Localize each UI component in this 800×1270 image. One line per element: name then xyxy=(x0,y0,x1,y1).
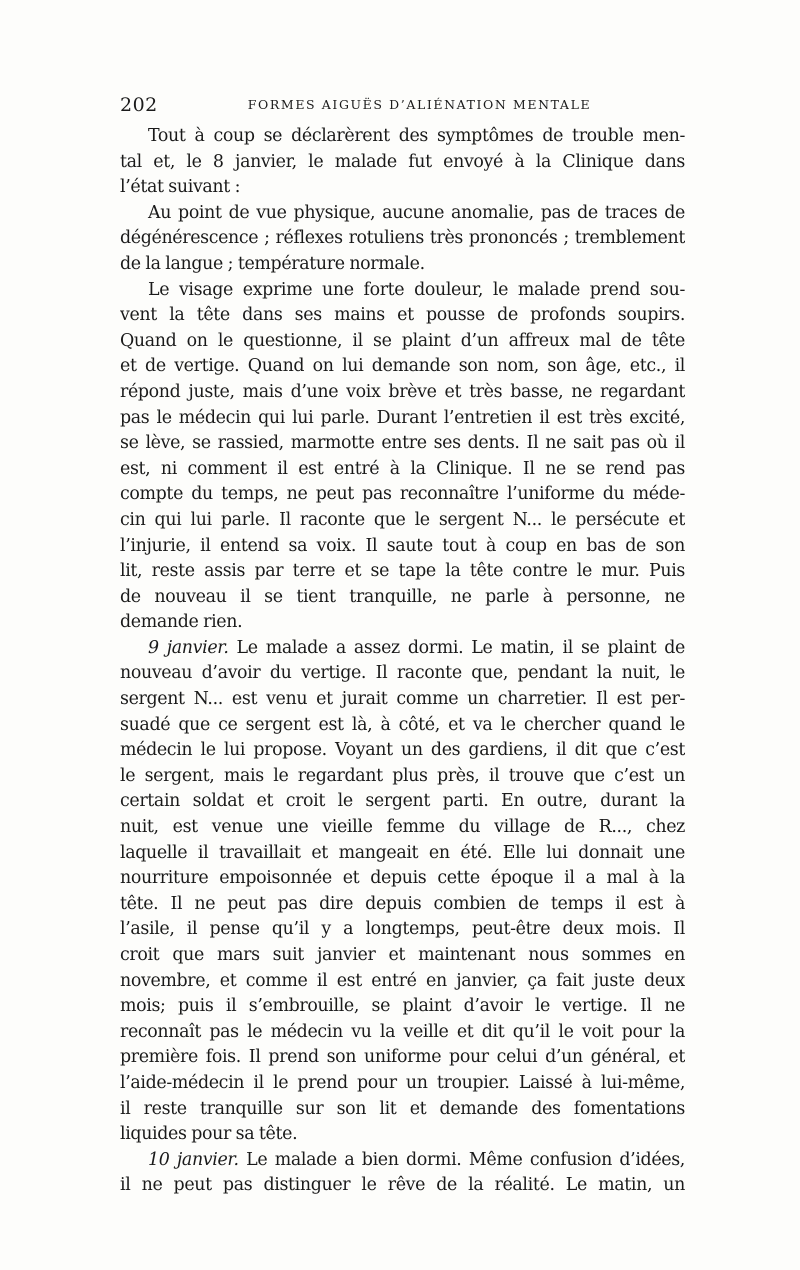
text-line xyxy=(120,713,685,739)
line-text: de nouveau il se tient tranquille, ne parle à personne, ne xyxy=(120,586,685,607)
line-text: Quand on le questionne, il se plaint d’un affreux mal de tête xyxy=(120,330,685,351)
text-line xyxy=(120,764,685,790)
line-text: cin qui lui parle. Il raconte que le sergent N... le persécute et xyxy=(120,509,685,530)
line-text: Le malade a assez dormi. Le matin, il se plaint de xyxy=(228,637,685,658)
text-line xyxy=(120,482,685,508)
text-line xyxy=(120,226,685,252)
text-line xyxy=(120,431,685,457)
line-text: se lève, se rassied, marmotte entre ses dents. Il ne sait pas où il xyxy=(120,433,685,454)
line-text: lit, reste assis par terre et se tape la tête contre le mur. Puis xyxy=(120,561,685,582)
line-text: Le malade a bien dormi. Même confusion d’idées, xyxy=(238,1149,685,1170)
line-text: l’aide-médecin il le prend pour un troupier. Laissé à lui-même, xyxy=(120,1072,685,1093)
line-text: médecin le lui propose. Voyant un des gardiens, il dit que c’est xyxy=(120,740,685,761)
text-line xyxy=(120,1020,685,1046)
line-text: nourriture empoisonnée et depuis cette époque il a mal à la xyxy=(120,868,685,889)
line-text: tal et, le 8 janvier, le malade fut envoyé à la Clinique dans xyxy=(120,151,685,172)
line-text: suadé que ce sergent est là, à côté, et va le chercher quand le xyxy=(120,714,685,735)
text-line xyxy=(120,150,685,176)
text-line xyxy=(120,866,685,892)
text-line xyxy=(120,969,685,995)
text-line xyxy=(120,661,685,687)
line-text: il reste tranquille sur son lit et demande des fomentations xyxy=(120,1098,685,1119)
text-line xyxy=(120,1071,685,1097)
text-line xyxy=(120,892,685,918)
text-line xyxy=(120,201,685,227)
text-line xyxy=(120,738,685,764)
page-number: 202 xyxy=(120,94,158,116)
text-line xyxy=(120,457,685,483)
text-line xyxy=(120,354,685,380)
body-text xyxy=(120,124,685,1199)
line-text: répond juste, mais d’une voix brève et très basse, ne regardant xyxy=(120,381,685,402)
line-text: et de vertige. Quand on lui demande son nom, son âge, etc., il xyxy=(120,356,685,377)
text-line xyxy=(120,610,685,636)
text-line xyxy=(120,585,685,611)
line-text: certain soldat et croit le sergent parti. En outre, durant la xyxy=(120,791,685,812)
line-text: vent la tête dans ses mains et pousse de profonds soupirs. xyxy=(120,305,685,326)
text-line xyxy=(120,943,685,969)
entry-date: 9 janvier. xyxy=(148,637,229,658)
text-line xyxy=(120,278,685,304)
text-line xyxy=(120,508,685,534)
line-text: laquelle il travaillait et mangeait en été. Elle lui donnait une xyxy=(120,842,685,863)
line-text: première fois. Il prend son uniforme pour celui d’un général, et xyxy=(120,1047,685,1068)
text-line xyxy=(120,636,685,662)
text-line xyxy=(120,1097,685,1123)
entry-date: 10 janvier. xyxy=(148,1149,239,1170)
line-text: reconnaît pas le médecin vu la veille et dit qu’il le voit pour la xyxy=(120,1021,685,1042)
page-header xyxy=(120,94,685,118)
line-text: l’état suivant : xyxy=(120,177,241,198)
line-text: compte du temps, ne peut pas reconnaître l’uniforme du méde- xyxy=(120,484,685,505)
line-text: liquides pour sa tête. xyxy=(120,1124,298,1145)
text-line xyxy=(120,994,685,1020)
line-text: mois; puis il s’embrouille, se plaint d’avoir le vertige. Il ne xyxy=(120,996,685,1017)
line-text: novembre, et comme il est entré en janvier, ça fait juste deux xyxy=(120,970,685,991)
line-text: est, ni comment il est entré à la Clinique. Il ne se rend pas xyxy=(120,458,685,479)
line-text: croit que mars suit janvier et maintenant nous sommes en xyxy=(120,945,685,965)
line-text: l’injurie, il entend sa voix. Il saute tout à coup en bas de son xyxy=(120,535,685,556)
text-line xyxy=(120,406,685,432)
text-line xyxy=(120,175,685,201)
line-text: pas le médecin qui lui parle. Durant l’entretien il est très excité, xyxy=(120,407,685,428)
text-line xyxy=(120,789,685,815)
text-line xyxy=(120,252,685,278)
text-line xyxy=(120,124,685,150)
line-text: tête. Il ne peut pas dire depuis combien de temps il est à xyxy=(120,893,685,914)
text-line xyxy=(120,534,685,560)
text-line xyxy=(120,917,685,943)
text-line xyxy=(120,1173,685,1199)
text-line xyxy=(120,1045,685,1071)
text-line xyxy=(120,380,685,406)
text-line xyxy=(120,559,685,585)
line-text: dégénérescence ; réflexes rotuliens très prononcés ; tremblement xyxy=(120,228,685,249)
line-text: Tout à coup se déclarèrent des symptômes de trouble men- xyxy=(148,126,685,146)
text-line xyxy=(120,303,685,329)
line-text: nuit, est venue une vieille femme du village de R..., chez xyxy=(120,817,685,838)
line-text: sergent N... est venu et jurait comme un charretier. Il est per- xyxy=(120,689,685,710)
line-text: nouveau d’avoir du vertige. Il raconte que, pendant la nuit, le xyxy=(120,663,685,684)
running-title: FORMES AIGUËS D’ALIÉNATION MENTALE xyxy=(247,97,592,112)
text-line xyxy=(120,1148,685,1174)
line-text: Au point de vue physique, aucune anomalie, pas de traces de xyxy=(148,202,685,223)
line-text: de la langue ; température normale. xyxy=(120,253,425,274)
line-text: Le visage exprime une forte douleur, le malade prend sou- xyxy=(148,279,685,300)
line-text: il ne peut pas distinguer le rêve de la réalité. Le matin, un xyxy=(120,1175,685,1196)
line-text: demande rien. xyxy=(120,612,243,633)
text-line xyxy=(120,329,685,355)
text-line xyxy=(120,1122,685,1148)
text-line xyxy=(120,815,685,841)
text-line xyxy=(120,841,685,867)
line-text: l’asile, il pense qu’il y a longtemps, peut-être deux mois. Il xyxy=(120,919,685,940)
line-text: le sergent, mais le regardant plus près, il trouve que c’est un xyxy=(120,765,685,786)
text-line xyxy=(120,687,685,713)
